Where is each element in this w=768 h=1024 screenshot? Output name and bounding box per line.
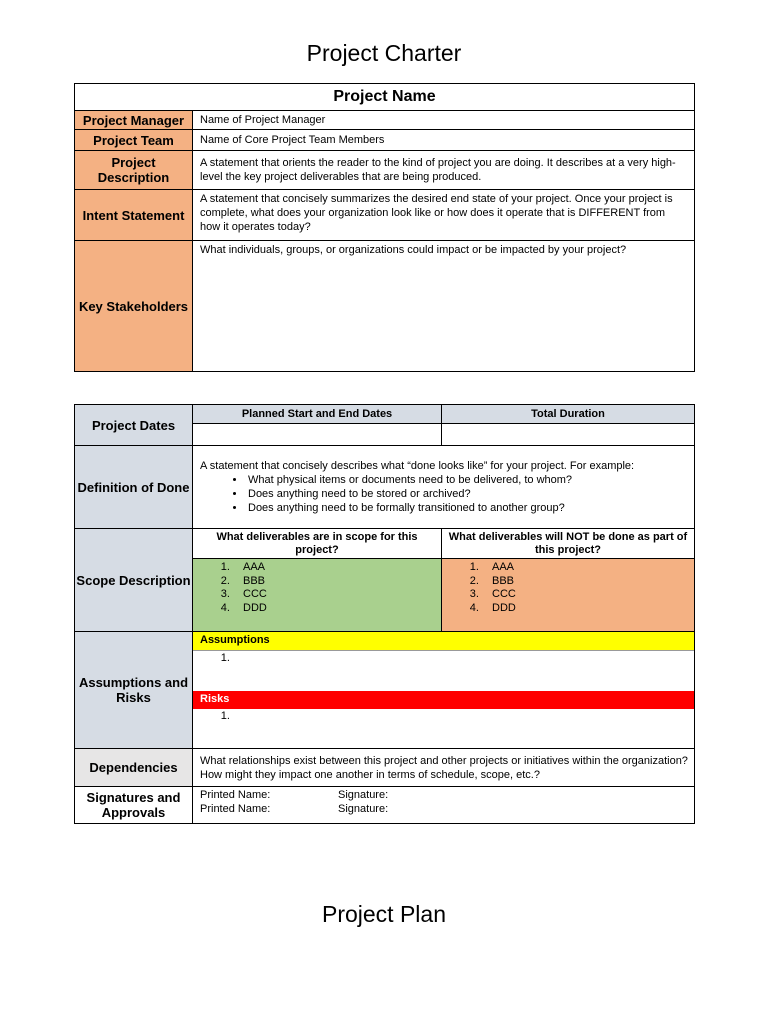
project-team-value: Name of Core Project Team Members: [193, 130, 695, 151]
project-details-table: [74, 404, 695, 824]
list-item: • Does anything need to be formally transitioned to another group?: [246, 501, 688, 515]
in-scope-cell: [193, 559, 442, 632]
planned-dates-cell: [193, 424, 442, 446]
list-item: • What physical items or documents need to be delivered, to whom?: [246, 473, 688, 487]
list-item: 1. AAA: [233, 561, 441, 575]
assumptions-risks-label: Assumptions and Risks: [75, 632, 193, 749]
risks-header: Risks: [193, 691, 694, 709]
signatures-label: Signatures and Approvals: [75, 787, 193, 824]
assumptions-risks-row: [75, 632, 695, 749]
project-team-label: Project Team: [75, 130, 193, 151]
total-duration-header: Total Duration: [442, 405, 695, 424]
list-item: 2. BBB: [482, 575, 694, 589]
project-name-heading: Project Name: [75, 84, 695, 111]
planned-dates-header: Planned Start and End Dates: [193, 405, 442, 424]
signature-label: Signature:: [338, 802, 389, 815]
definition-of-done-list: [200, 473, 688, 515]
intent-statement-row: [75, 190, 695, 241]
list-item: 1. AAA: [482, 561, 694, 575]
total-duration-cell: [442, 424, 695, 446]
list-item: [233, 710, 694, 724]
list-item: 3. CCC: [233, 588, 441, 602]
key-stakeholders-label: Key Stakeholders: [75, 241, 193, 372]
project-dates-label: Project Dates: [75, 405, 193, 446]
signatures-content: [193, 787, 695, 824]
definition-of-done-row: [75, 446, 695, 529]
intent-statement-value: A statement that concisely summarizes the desired end state of your project. Once your project is complete, what does your organization look like or how does it operate that is DIFFERENT from how it operates today?: [193, 190, 695, 241]
dependencies-row: [75, 749, 695, 787]
scope-header-row: [75, 529, 695, 559]
definition-of-done-content: [193, 446, 695, 529]
project-name-row: [75, 84, 695, 111]
key-stakeholders-row: [75, 241, 695, 372]
definition-of-done-intro: A statement that concisely describes what “done looks like” for your project. For example:: [200, 460, 635, 472]
list-item: • Does anything need to be stored or archived?: [246, 487, 688, 501]
out-of-scope-list: [442, 561, 694, 615]
project-description-value: A statement that orients the reader to the kind of project you are doing. It describes at a very high-level the key project deliverables that are being produced.: [193, 151, 695, 190]
signatures-row: [75, 787, 695, 824]
project-manager-row: [75, 111, 695, 130]
list-item: 3. CCC: [482, 588, 694, 602]
out-of-scope-cell: [442, 559, 695, 632]
project-dates-header-row: [75, 405, 695, 424]
risks-body: [193, 709, 694, 747]
definition-of-done-label: Definition of Done: [75, 446, 193, 529]
printed-name-label: Printed Name:: [200, 802, 271, 815]
list-item: 4. DDD: [233, 602, 441, 616]
project-overview-table: [74, 83, 695, 372]
list-item: [233, 652, 694, 666]
assumptions-risks-content: [193, 632, 695, 749]
assumptions-body: [193, 651, 694, 691]
dependencies-label: Dependencies: [75, 749, 193, 787]
list-item: 4. DDD: [482, 602, 694, 616]
signatures-grid: [200, 789, 688, 816]
page-title-plan: Project Plan: [321, 901, 446, 927]
assumptions-header: Assumptions: [193, 632, 694, 651]
key-stakeholders-value: What individuals, groups, or organizations could impact or be impacted by your project?: [193, 241, 695, 372]
list-item: 2. BBB: [233, 575, 441, 589]
in-scope-header: What deliverables are in scope for this project?: [193, 529, 442, 559]
project-manager-label: Project Manager: [75, 111, 193, 130]
signature-label: Signature:: [338, 789, 389, 801]
page-title-charter: Project Charter: [306, 40, 462, 66]
scope-description-label: Scope Description: [75, 529, 193, 632]
printed-name-label: Printed Name:: [200, 789, 271, 801]
project-team-row: [75, 130, 695, 151]
in-scope-list: [193, 561, 441, 615]
project-description-label: Project Description: [75, 151, 193, 190]
project-description-row: [75, 151, 695, 190]
dependencies-value: What relationships exist between this project and other projects or initiatives within the organization? How might they impact one another in terms of schedule, scope, etc.?: [193, 749, 695, 787]
out-of-scope-header: What deliverables will NOT be done as part of this project?: [442, 529, 695, 559]
project-manager-value: Name of Project Manager: [193, 111, 695, 130]
risks-list: [193, 709, 694, 724]
assumptions-list: [193, 651, 694, 666]
intent-statement-label: Intent Statement: [75, 190, 193, 241]
